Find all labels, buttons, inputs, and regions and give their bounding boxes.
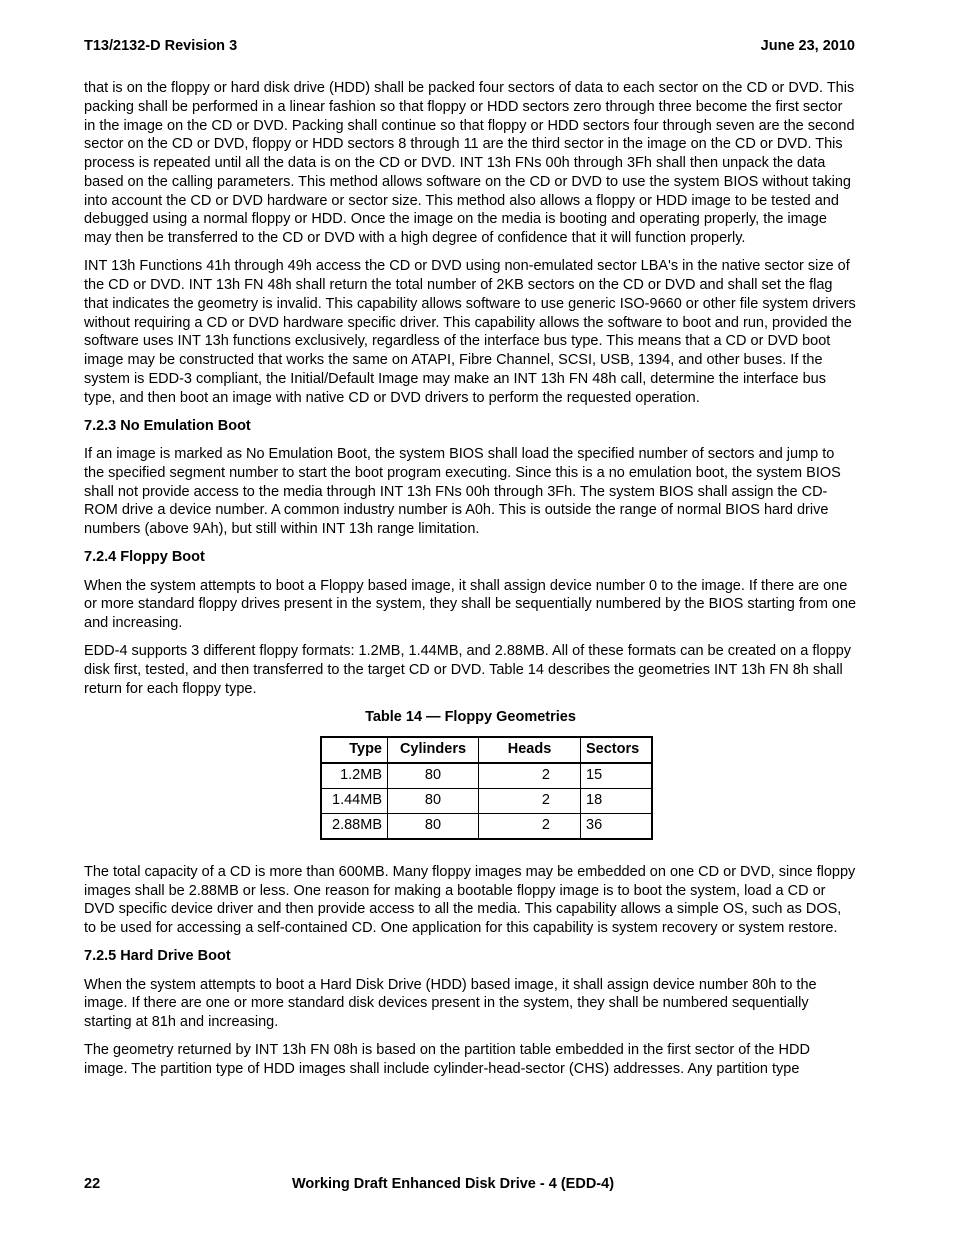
table-row: [321, 788, 652, 813]
paragraph: The total capacity of a CD is more than 600MB. Many floppy images may be embedded on one CD or DVD, since floppy images shall be 2.88MB or less. One reason for making a bootable floppy image is to boot the system, load a CD or DVD specific device driver and then provide access to all the media. This capability allows a simple OS, such as DOS, to be used for accessing a self-contained CD. One application for this capability is system recovery or system restore.: [84, 863, 856, 936]
column-header: Type: [321, 737, 388, 763]
paragraph: EDD-4 supports 3 different floppy formats: 1.2MB, 1.44MB, and 2.88MB. All of these formats can be created on a floppy disk first, tested, and then transferred to the target CD or DVD. Table 14 describes the geometries INT 13h FN 8h shall return for each floppy type.: [84, 643, 852, 697]
table-cell: 80: [388, 813, 479, 839]
paragraph: that is on the floppy or hard disk drive (HDD) shall be packed four sectors of data to each sector on the CD or DVD. This packing shall be performed in a linear fashion so that floppy or HDD sectors zero through three become the first sector in the image on the CD or DVD. Packing shall continue so that floppy or HDD sectors four through seven are the second sector on the CD or DVD, floppy or HDD sectors 8 through 11 are the third sector in the image on the CD or DVD. This process is repeated until all the data is on the CD or DVD. INT 13h FNs 00h through 3Fh shall then unpack the data based on the calling parameters. This method allows software on the CD or DVD to use the system BIOS without taking into account the CD or DVD hardware or sector size. This method also allows a floppy or HDD image to be tested and debugged using a normal floppy or HDD. Once the image on the media is booting and operating properly, the image may then be transferred to the CD or DVD with a high degree of confidence that it will function properly.: [84, 80, 855, 246]
section-heading: 7.2.4 Floppy Boot: [84, 549, 205, 566]
header-date: June 23, 2010: [760, 38, 855, 54]
paragraph: If an image is marked as No Emulation Boot, the system BIOS shall load the specified number of sectors and jump to the specified segment number to start the boot program executing. Since this is a no emulation boot, the system BIOS shall not provide access to the media through INT 13h FNs 00h through 3Fh. The system BIOS shall assign the CD-ROM drive a device number. A common industry number is A0h. This is outside the range of normal BIOS hard drive numbers (above 9Ah), but still within INT 13h range limitation.: [84, 446, 841, 537]
paragraph: When the system attempts to boot a Floppy based image, it shall assign device number 0 to the image. If there are one or more standard floppy drives present in the system, they shall be sequentially numbered by the BIOS starting from one and increasing.: [84, 577, 857, 631]
table-cell: 1.44MB: [321, 788, 388, 813]
section-heading: 7.2.3 No Emulation Boot: [84, 417, 251, 434]
table-cell: 36: [581, 813, 653, 839]
column-header: Heads: [479, 737, 581, 763]
table-row: [321, 763, 652, 789]
table-header-row: [321, 737, 652, 763]
paragraph: INT 13h Functions 41h through 49h access the CD or DVD using non-emulated sector LBA's in the native sector size of the CD or DVD. INT 13h FN 48h shall return the total number of 2KB sectors on the CD or DVD and shall set the flag that indicates the geometry is invalid. This capability allows software to use generic ISO-9660 or other file system drivers without requiring a CD or DVD hardware specific driver. This capability allows the software to boot and run, provided the software uses INT 13h functions exclusively, regardless of the interface bus type. This means that a CD or DVD boot image may be constructed that works the same on ATAPI, Fibre Channel, SCSI, USB, 1394, and other buses. If the system is EDD-3 compliant, the Initial/Default Image may make an INT 13h FN 48h call, determine the interface bus type, and then boot an image with native CD or DVD drivers to perform the requested operation.: [84, 258, 856, 406]
table-caption: Table 14 — Floppy Geometries: [365, 709, 576, 725]
paragraph: The geometry returned by INT 13h FN 08h is based on the partition table embedded in the first sector of the HDD image. The partition type of HDD images shall include cylinder-head-sector (CHS) addresses. Any partition type: [84, 1042, 810, 1077]
column-header: Sectors: [581, 737, 653, 763]
table-cell: 2.88MB: [321, 813, 388, 839]
footer-page-number: 22: [84, 1176, 101, 1192]
table-row: [321, 813, 652, 839]
column-header: Cylinders: [388, 737, 479, 763]
footer-doc-title: Working Draft Enhanced Disk Drive - 4 (EDD-4): [292, 1176, 615, 1192]
paragraph: When the system attempts to boot a Hard Disk Drive (HDD) based image, it shall assign device number 80h to the image. If there are one or more standard disk devices present in the system, they shall be numbered sequentially starting at 81h and increasing.: [84, 976, 817, 1030]
table-cell: 1.2MB: [321, 763, 388, 789]
section-heading: 7.2.5 Hard Drive Boot: [84, 948, 231, 965]
floppy-geometries-table: [320, 736, 653, 840]
page-body: [84, 79, 857, 1088]
table-cell: 18: [581, 788, 653, 813]
header-doc-id: T13/2132-D Revision 3: [84, 38, 238, 54]
table-cell: 2: [479, 763, 581, 789]
table-cell: 15: [581, 763, 653, 789]
table-cell: 80: [388, 788, 479, 813]
table-cell: 2: [479, 813, 581, 839]
table-cell: 2: [479, 788, 581, 813]
table-cell: 80: [388, 763, 479, 789]
